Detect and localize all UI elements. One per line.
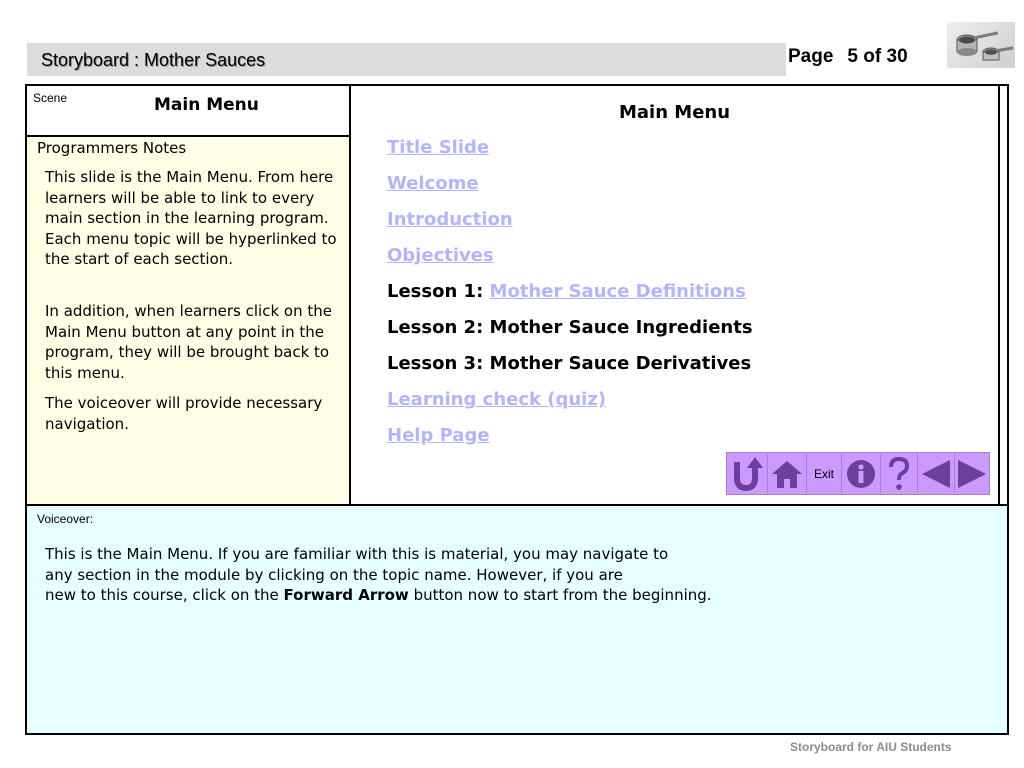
lesson-1-prefix: Lesson 1: [387, 281, 490, 302]
forward-arrow-emphasis: Forward Arrow [283, 586, 409, 605]
exit-button[interactable] [807, 453, 841, 494]
voiceover-line: This is the Main Menu. If you are familiar with this is material, you may navigate to [45, 545, 669, 563]
help-button[interactable] [881, 453, 917, 494]
u-turn-back-icon [730, 456, 764, 492]
voiceover-line: new to this course, click on the [45, 586, 284, 605]
exit-label: Exit [813, 466, 834, 481]
programmers-notes-panel [27, 137, 351, 504]
notes-paragraph: This slide is the Main Menu. From here learners will be able to link to every main section in the learning program. Each menu topic will be hyperlinked to the start of each section. [45, 168, 337, 269]
voiceover-script [45, 544, 985, 606]
page-of: of [863, 46, 882, 67]
menu-link-help-page[interactable]: Help Page [387, 425, 490, 446]
u-turn-back-button[interactable] [727, 453, 767, 494]
voiceover-panel [27, 504, 1007, 733]
scene-title: Main Menu [154, 95, 259, 115]
voiceover-label: Voiceover: [37, 512, 94, 526]
scene-panel [27, 86, 351, 137]
slide-content-panel [351, 86, 1000, 504]
menu-link-introduction[interactable]: Introduction [387, 209, 513, 230]
help-icon [887, 457, 911, 491]
measuring-cups-image [947, 22, 1015, 68]
page-indicator [788, 46, 908, 68]
menu-link-objectives[interactable]: Objectives [387, 245, 494, 266]
storyboard-title: Storyboard : Mother Sauces [41, 50, 266, 70]
menu-link-mother-sauce-definitions[interactable]: Mother Sauce Definitions [489, 281, 746, 302]
menu-item-lesson-1 [387, 281, 746, 302]
voiceover-line: button now to start from the beginning. [408, 586, 712, 605]
info-button[interactable] [842, 453, 880, 494]
page-current: 5 [847, 46, 858, 67]
notes-label: Programmers Notes [37, 139, 187, 157]
menu-link-title-slide[interactable]: Title Slide [387, 137, 490, 158]
main-menu-heading: Main Menu [618, 102, 731, 123]
info-icon [846, 459, 876, 489]
notes-paragraph: The voiceover will provide necessary navigation. [45, 394, 323, 433]
menu-item-lesson-3: Lesson 3: Mother Sauce Derivatives [387, 353, 752, 374]
title-bar [27, 43, 786, 76]
back-arrow-button[interactable] [918, 453, 954, 494]
home-button[interactable] [768, 453, 806, 494]
navigation-bar [726, 452, 990, 495]
scene-label: Scene [33, 91, 68, 105]
back-arrow-icon [921, 459, 951, 489]
forward-arrow-button[interactable] [955, 453, 989, 494]
storyboard-frame [25, 84, 1009, 735]
page-total: 30 [886, 46, 908, 67]
home-icon [771, 458, 803, 490]
forward-arrow-icon [957, 459, 987, 489]
menu-link-learning-check[interactable]: Learning check (quiz) [387, 389, 607, 410]
notes-paragraph: In addition, when learners click on the Main Menu button at any point in the program, they will be brought back to this menu. [45, 302, 332, 382]
voiceover-line: any section in the module by clicking on the topic name. However, if you are [45, 565, 623, 584]
menu-link-welcome[interactable]: Welcome [387, 173, 479, 194]
page-label: Page [788, 46, 834, 67]
footer-credit: Storyboard for AIU Students [790, 740, 952, 754]
menu-item-lesson-2: Lesson 2: Mother Sauce Ingredients [387, 317, 753, 338]
